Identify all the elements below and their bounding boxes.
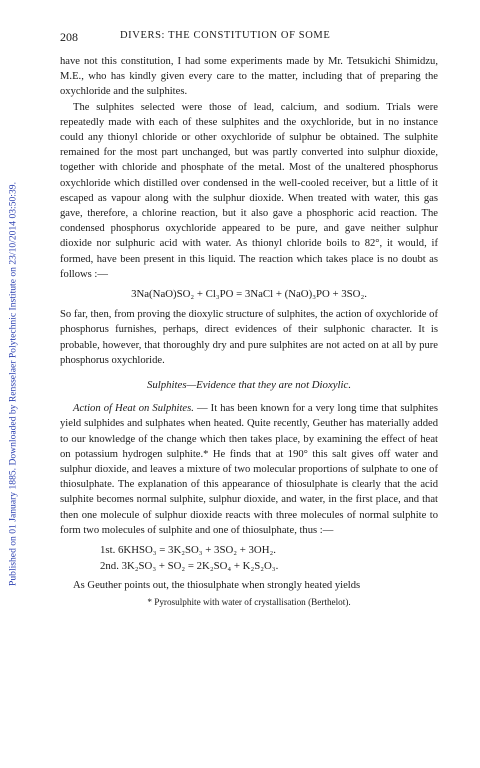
download-stamp-text: Published on 01 January 1885. Downloaded by Rensselaer Polytechnic Institute on 23/10/2014 03:50:39. bbox=[7, 182, 19, 586]
paragraph-4-lead: Action of Heat on Sulphites. bbox=[73, 403, 194, 415]
download-stamp bbox=[0, 0, 24, 768]
article-body bbox=[60, 54, 438, 593]
running-header bbox=[60, 30, 438, 46]
paragraph-3: So far, then, from proving the dioxylic structure of sulphites, the action of oxychloride of phosphorus furnishes, perhaps, direct evidences of their sulphonic character. It is probable, however, that thoroughly dry and pure sulphites are not acted on at all by pure phosphorus oxychloride. bbox=[60, 309, 438, 366]
paragraph-5: As Geuther points out, the thiosulphate when strongly heated yields bbox=[73, 580, 361, 592]
paragraph-4-text: — It has been known for a very long time that sulphites yield sulphides and sulphates when heated. Quite recently, Geuther has materially added to our knowledge of the change which then takes place, by examining the effect of heat on potassium hydrogen sulphite.* He finds that at 190° this salt gives off water and sulphur dioxide, and leaves a mixture of two molecular proportions of sulphate to one of thiosulphate. The explanation of this appearance of thiosulphate is clearly that the acid sulphite becomes normal sulphite, sulphur dioxide, and water, in the first place, and that then one molecule of sulphur dioxide reacts with three molecules of normal sulphite to form two molecules of sulphite and one of thiosulphate, thus :— bbox=[60, 403, 438, 536]
paragraph-2: The sulphites selected were those of lead, calcium, and sodium. Trials were repeatedly made with each of these sulphites and the oxychloride, but in no instance could any thionyl chloride or other oxychloride of sulphur be obtained. The sulphite remained for the most part unchanged, but was partly converted into sulphur dioxide, together with chloride and phosphate of the metal. Most of the unaltered phosphorus oxychloride which distilled over condensed in the well-cooled receiver, but a little of it escaped as vapour along with the sulphur dioxide. When treated with water, this gas gave, therefore, a chlorine reaction, but it also gave a phosphoric acid reaction. The condensed phosphorus oxychloride appeared to be pure, and gave neither sulphur dioxide nor sulphuric acid with water. As thionyl chloride boils to 82°, it would, if formed, have been present in this liquid. The reaction which takes place is no doubt as follows :— bbox=[60, 101, 438, 280]
page bbox=[60, 30, 438, 607]
paragraph-1: have not this constitution, I had some experiments made by Mr. Tetsukichi Shimidzu, M.E., who has kindly given every care to the matter, including that of preparing the oxychloride and the sulphites. bbox=[60, 56, 438, 98]
running-title: DIVERS: THE CONSTITUTION OF SOME bbox=[120, 30, 331, 41]
paragraph-4 bbox=[60, 401, 438, 538]
equation-step-1: 1st. 6KHSO₃ = 3K₂SO₃ + 3SO₂ + 3OH₂. bbox=[100, 544, 276, 557]
page-number: 208 bbox=[60, 30, 78, 44]
equation-step-2: 2nd. 3K₂SO₃ + SO₂ = 2K₂SO₄ + K₂S₂O₃. bbox=[100, 560, 279, 573]
section-subheading: Sulphites—Evidence that they are not Dioxylic. bbox=[146, 379, 352, 392]
equation-1: 3Na(NaO)SO₂ + Cl₃PO = 3NaCl + (NaO)₃PO + 3SO₂. bbox=[131, 288, 367, 301]
footnote: * Pyrosulphite with water of crystallisation (Berthelot). bbox=[147, 597, 351, 608]
equation-block bbox=[100, 542, 438, 574]
